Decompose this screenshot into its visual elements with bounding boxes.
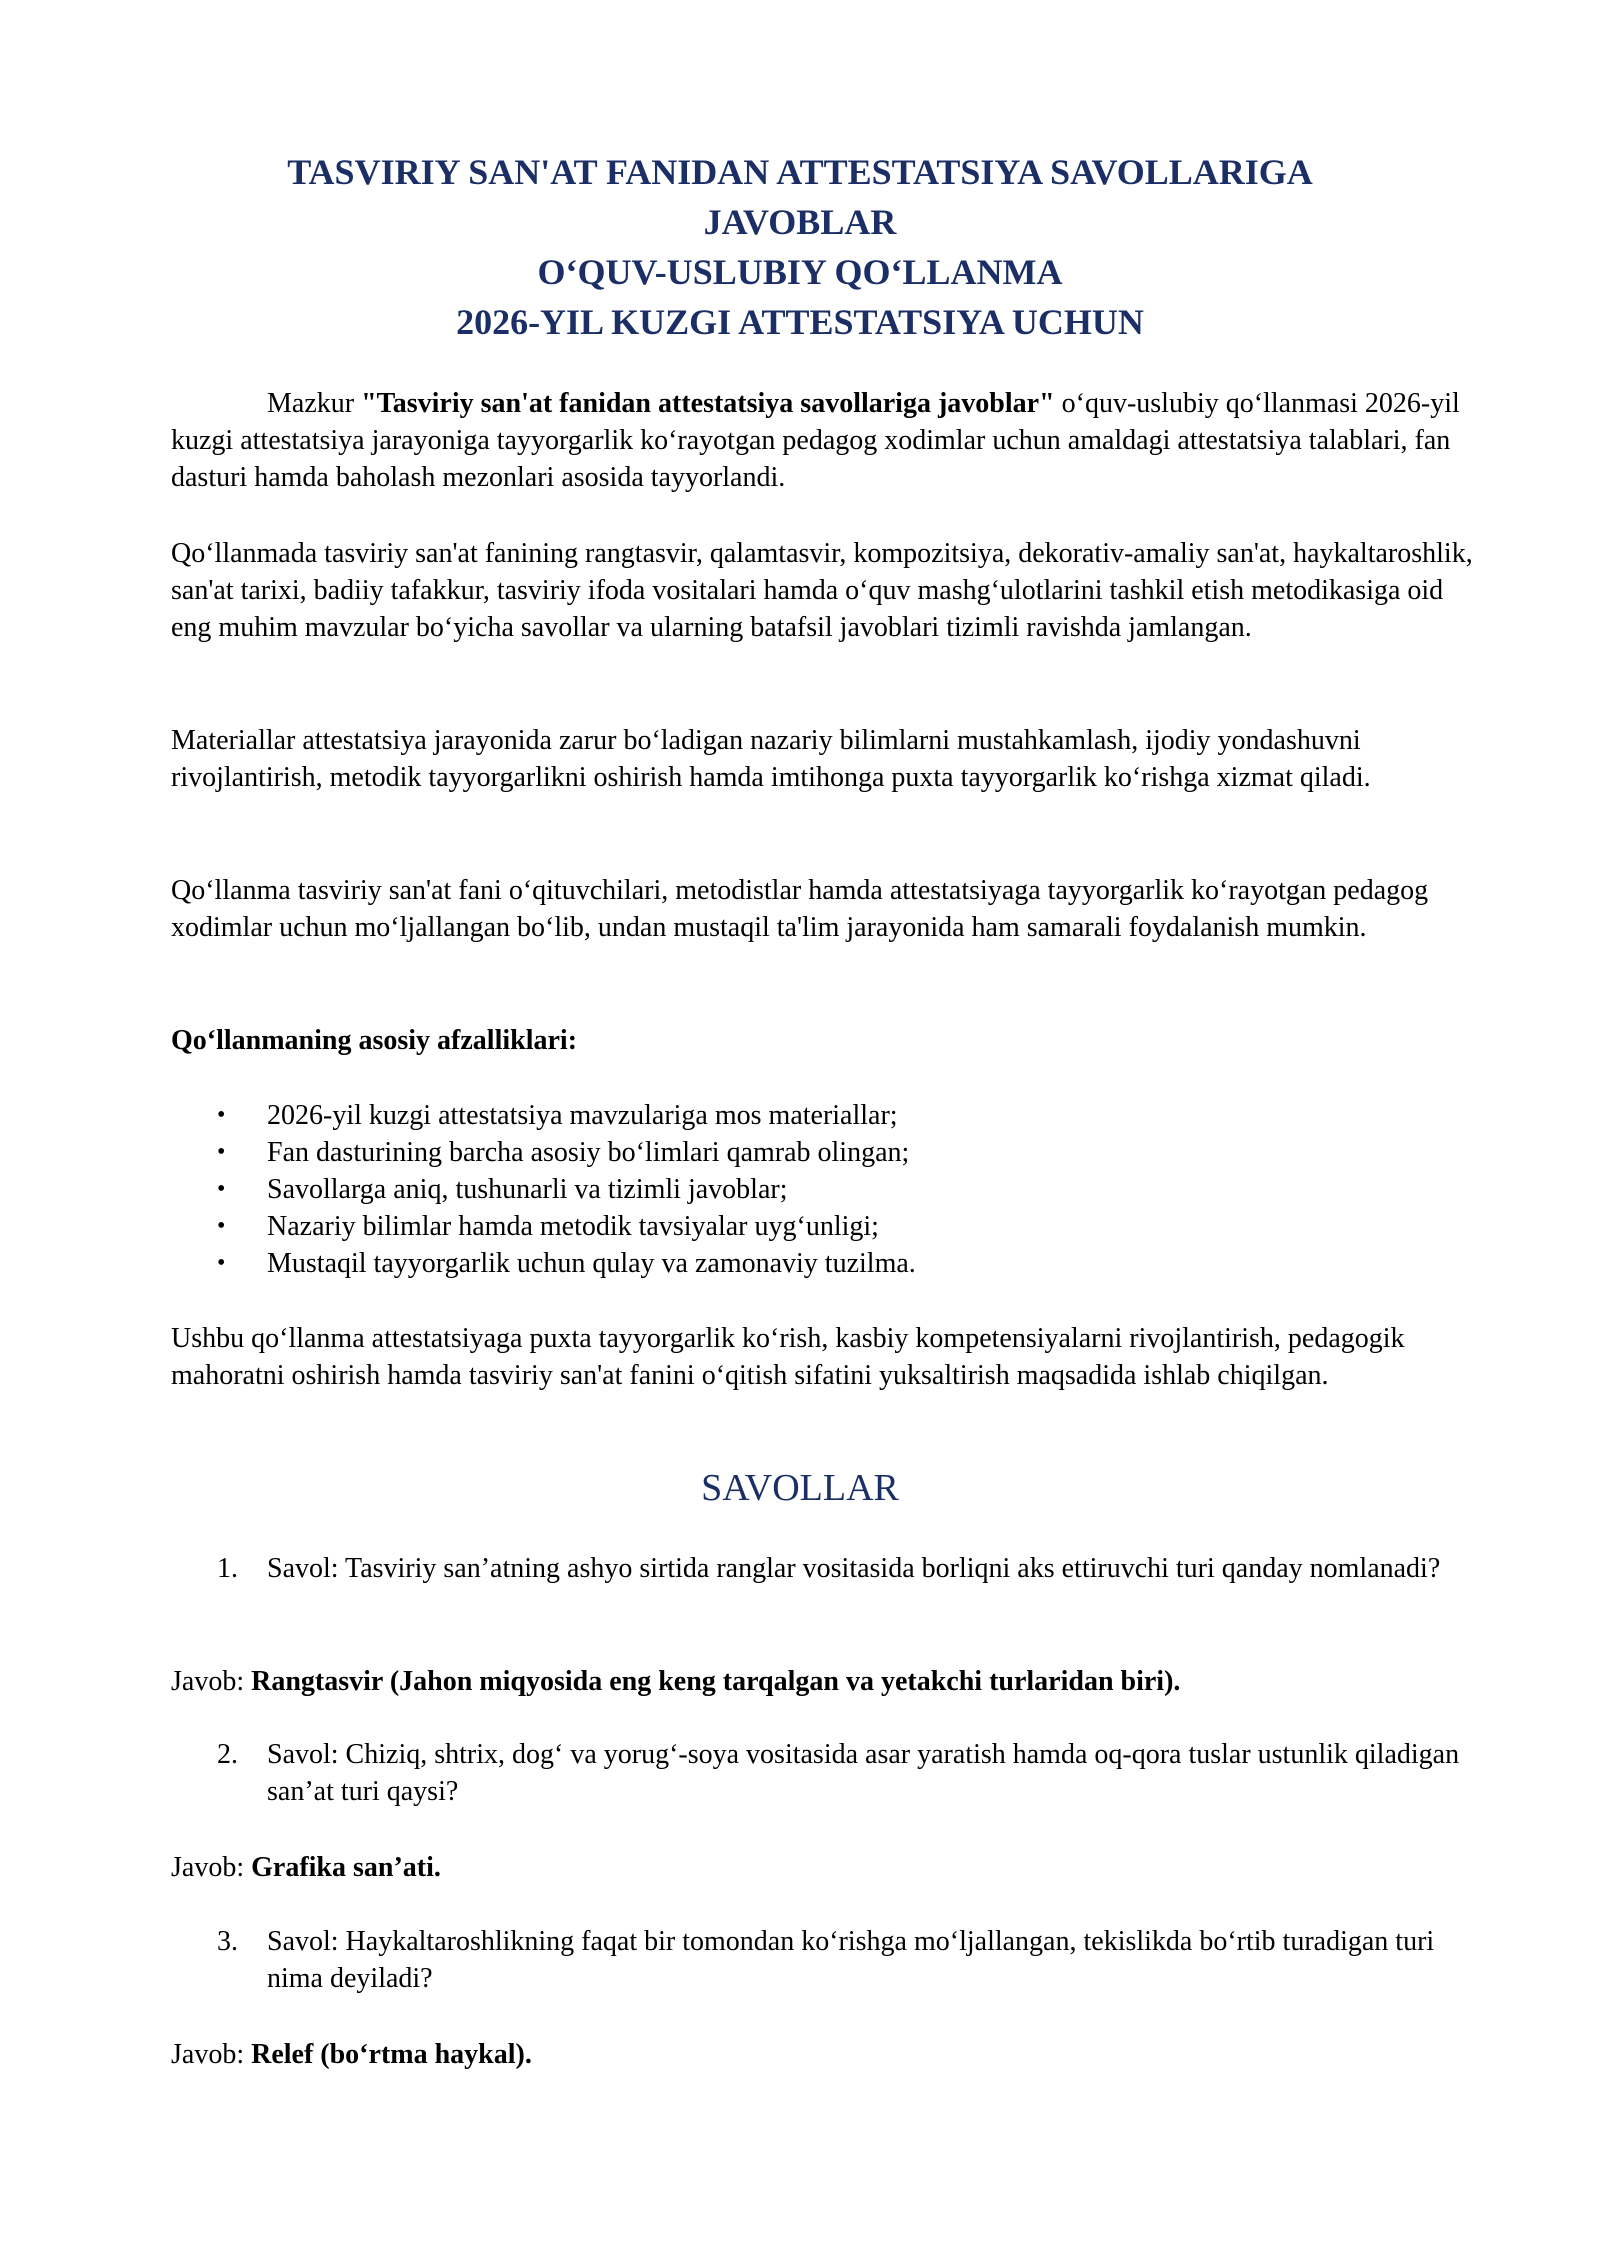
advantages-heading: Qo‘llanmaning asosiy afzalliklari:: [171, 1025, 578, 1056]
answer-item: [171, 2036, 1481, 2073]
question-text: Savol: Haykaltaroshlikning faqat bir tomondan ko‘rishga mo‘ljallangan, tekislikda bo‘rtib turadigan turi nima deyiladi?: [267, 1926, 1435, 1994]
question-text: Savol: Chiziq, shtrix, dog‘ va yorug‘-soya vositasida asar yaratish hamda oq-qora tuslar ustunlik qiladigan san’at turi qaysi?: [267, 1739, 1460, 1807]
intro-paragraph-3: Materiallar attestatsiya jarayonida zarur bo‘ladigan nazariy bilimlarni mustahkamlash, ijodiy yondashuvni rivojlantirish, metodik tayyorgarlikni oshirish hamda imtihonga puxta tayyorgarlik ko‘rishga xizmat qiladi.: [171, 725, 1371, 793]
answer-label: Javob:: [171, 1852, 252, 1883]
answer-label: Javob:: [171, 1666, 252, 1697]
bullet-icon: •: [217, 1250, 226, 1276]
document-title-line-1: TASVIRIY SAN'AT FANIDAN ATTESTATSIYA SAVOLLARIGA: [287, 152, 1313, 192]
bullet-icon: •: [217, 1139, 226, 1165]
answer-label: Javob:: [171, 2039, 252, 2070]
document-subtitle: O‘QUV-USLUBIY QO‘LLANMA: [537, 252, 1063, 292]
question-number: 2.: [217, 1739, 238, 1770]
section-title-questions: SAVOLLAR: [701, 1467, 899, 1509]
document-subtitle-year: 2026-YIL KUZGI ATTESTATSIYA UCHUN: [456, 302, 1144, 342]
bullet-icon: •: [217, 1213, 226, 1239]
advantages-list: [171, 1097, 1481, 1282]
list-item: • Nazariy bilimlar hamda metodik tavsiyalar uyg‘unligi;: [171, 1208, 1481, 1245]
list-item: • Mustaqil tayyorgarlik uchun qulay va zamonaviy tuzilma.: [171, 1245, 1481, 1282]
bullet-icon: •: [217, 1102, 226, 1128]
question-number: 1.: [217, 1553, 238, 1584]
list-item: • 2026-yil kuzgi attestatsiya mavzulariga mos materiallar;: [171, 1097, 1481, 1134]
document-title-line-2: JAVOBLAR: [703, 202, 897, 242]
answer-item: [171, 1849, 1481, 1886]
question-text: Savol: Tasviriy san’atning ashyo sirtida ranglar vositasida borliqni aks ettiruvchi turi qanday nomlanadi?: [267, 1553, 1441, 1584]
intro-paragraph-4: Qo‘llanma tasviriy san'at fani o‘qituvchilari, metodistlar hamda attestatsiyaga tayyorgarlik ko‘rayotgan pedagog xodimlar uchun mo‘ljallangan bo‘lib, undan mustaqil ta'lim jarayonida ham samarali foydalanish mumkin.: [171, 875, 1429, 943]
answer-item: [171, 1663, 1481, 1700]
question-number: 3.: [217, 1926, 238, 1957]
question-item: [171, 1736, 1481, 1810]
bullet-icon: •: [217, 1176, 226, 1202]
question-item: [171, 1550, 1481, 1587]
intro-paragraph-1: [171, 385, 1481, 496]
answer-text: Relef (bo‘rtma haykal).: [251, 2039, 532, 2070]
list-item: • Fan dasturining barcha asosiy bo‘limlari qamrab olingan;: [171, 1134, 1481, 1171]
question-item: [171, 1923, 1481, 1997]
intro-p1-start: Mazkur: [267, 388, 362, 419]
answer-text: Grafika san’ati.: [251, 1852, 441, 1883]
intro-p1-book-title: "Tasviriy san'at fanidan attestatsiya savollariga javoblar": [361, 388, 1055, 419]
intro-p1-rest: o‘quv-uslubiy qo‘llanmasi 2026-yil kuzgi attestatsiya jarayoniga tayyorgarlik ko‘rayotgan pedagog xodimlar uchun amaldagi attestatsiya talablari, fan dasturi hamda baholash mezonlari asosida tayyorlandi.: [171, 388, 1460, 493]
list-item: • Savollarga aniq, tushunarli va tizimli javoblar;: [171, 1171, 1481, 1208]
closing-paragraph: Ushbu qo‘llanma attestatsiyaga puxta tayyorgarlik ko‘rish, kasbiy kompetensiyalarni rivojlantirish, pedagogik mahoratni oshirish hamda tasviriy san'at fanini o‘qitish sifatini yuksaltirish maqsadida ishlab chiqilgan.: [171, 1323, 1405, 1391]
answer-text: Rangtasvir (Jahon miqyosida eng keng tarqalgan va yetakchi turlaridan biri).: [251, 1666, 1181, 1697]
intro-paragraph-2: Qo‘llanmada tasviriy san'at fanining rangtasvir, qalamtasvir, kompozitsiya, dekorativ-amaliy san'at, haykaltaroshlik, san'at tarixi, badiiy tafakkur, tasviriy ifoda vositalari hamda o‘quv mashg‘ulotlarini tashkil etish metodikasiga oid eng muhim mavzular bo‘yicha savollar va ularning batafsil javoblari tizimli ravishda jamlangan.: [171, 538, 1473, 643]
